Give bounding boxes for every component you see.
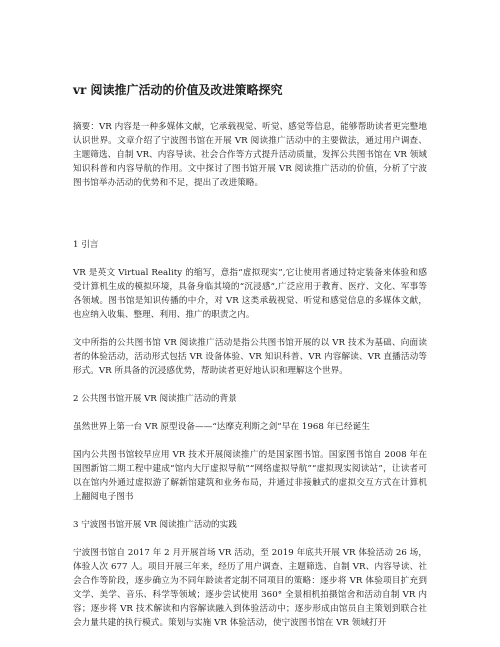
paragraph-3-1: 宁波图书馆自 2017 年 2 月开展首场 VR 活动，至 2019 年底共开展 VR 体验活动 26 场，体验人次 677 人。项目开展三年来，经历了用户调查、主题筛选、自制 VR、内容导读、社会合作等阶段，逐步确立为不同年龄读者定制不同项目的策略：逐步将 VR 体验项目扩充到文学、美学、音乐、科学等领域；逐步尝试使用 360° 全景相机拍摄馆舍和活动自制 VR 内容；逐步将 VR 技术解读和内容解读融入到体验活动中；逐步形成由馆员自主策划到联合社会力量共建的执行模式。策划与实施 VR 体验活动，使宁波图书馆在 VR 领域打开 <box>73 548 427 628</box>
paragraph-1-1: VR 是英文 Virtual Reality 的缩写，意指“虚拟现实”,它让使用者通过特定装备来体验和感受计算机生成的模拟环境，具备身临其境的“沉浸感”,广泛应用于教育、医疗、文化、军事等各领域。图书馆是知识传播的中介，对 VR 这类承载视觉、听觉和感觉信息的多媒体文献，也应纳入收集、整理、利用、推广的职责之内。 <box>73 268 427 320</box>
paper-title: vr 阅读推广活动的价值及改进策略探究 <box>73 83 283 97</box>
section-heading-2: 2 公共图书馆开展 VR 阅读推广活动的背景 <box>73 394 237 404</box>
section-heading-3: 3 宁波图书馆开展 VR 阅读推广活动的实践 <box>73 520 237 530</box>
paragraph-1-2: 文中所指的公共图书馆 VR 阅读推广活动是指公共图书馆开展的以 VR 技术为基础、向面读者的体验活动，活动形式包括 VR 设备体验、VR 知识科普、VR 内容解读、VR 直播活动等形式。VR 所具备的沉浸感优势，帮助读者更好地认识和理解这个世界。 <box>73 338 427 376</box>
section-heading-1: 1 引言 <box>73 240 99 250</box>
abstract: 摘要：VR 内容是一种多媒体文献，它承载视觉、听觉、感觉等信息，能够帮助读者更完整地认识世界。文章介绍了宁波图书馆在开展 VR 阅读推广活动中的主要做法，通过用户调查、主题筛选、自制 VR、内容导读、社会合作等方式提升活动质量，发挥公共图书馆在 VR 领域知识科普和内容导航的作用。文中探讨了图书馆开展 VR 阅读推广活动的价值，分析了宁波图书馆举办活动的优势和不足，提出了改进策略。 <box>73 122 427 188</box>
paragraph-2-2: 国内公共图书馆较早应用 VR 技术开展阅读推广的是国家图书馆。国家图书馆自 2008 年在国图新馆二期工程中建成“馆内大厅虚拟导航”“网络虚拟导航”“虚拟现实阅读站”，让读者可以在馆内外通过虚拟游了解新馆建筑和业务布局，并通过非接触式的虚拟交互方式在计算机上翻阅电子图书 <box>73 450 427 502</box>
paragraph-2-1: 虽然世界上第一台 VR 原型设备——“达摩克利斯之剑”早在 1968 年已经诞生 <box>73 422 370 432</box>
